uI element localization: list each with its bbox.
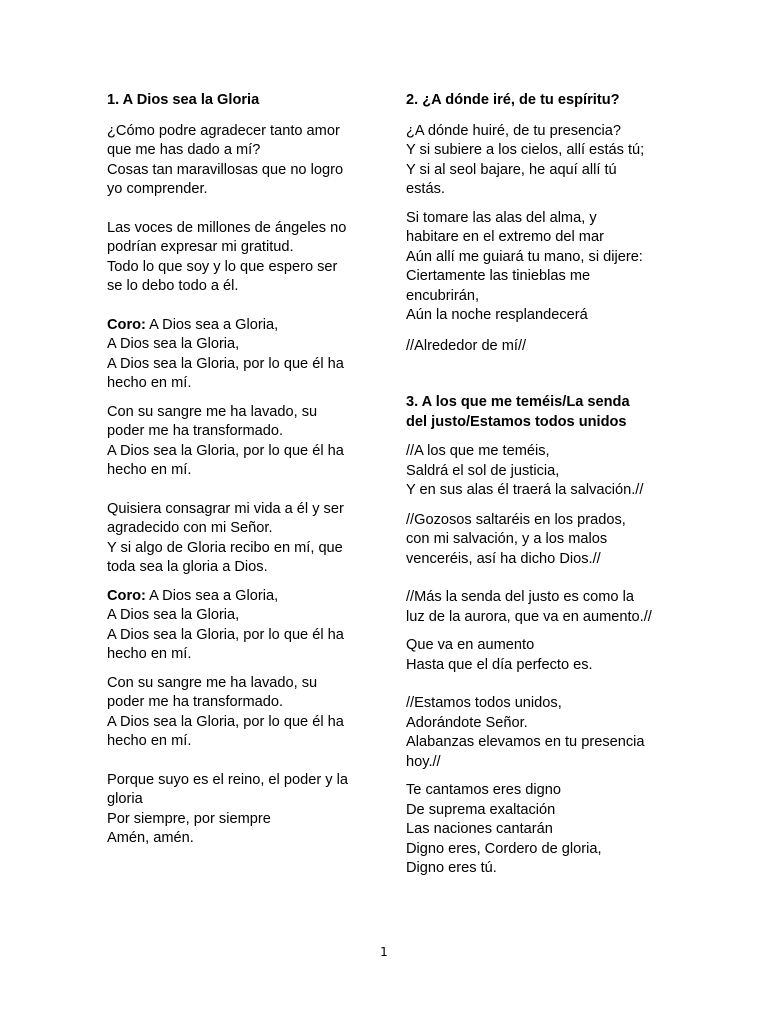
lyric-line: hecho en mí. [107,375,192,391]
lyric-line: Digno eres, Cordero de gloria, [406,840,602,857]
lyric-text: A Dios sea a Gloria, [145,316,279,333]
lyric-line: //Estamos todos unidos, [406,695,562,711]
lyric-line: yo comprender. [107,181,208,197]
lyric-line: Amén, amén. [107,830,194,846]
stanza [107,403,369,481]
lyric-line [107,316,369,336]
lyric-line: Saldrá el sol de justicia, [406,462,560,479]
stanza [107,122,369,200]
lyric-line: Aún la noche resplandecerá [406,307,588,323]
lyric-line: Todo lo que soy y lo que espero ser [107,258,338,275]
lyric-line: Porque suyo es el reino, el poder y la [107,771,348,788]
stanza [107,771,369,849]
lyric-line: Quisiera consagrar mi vida a él y ser [107,500,344,517]
lyric-line: se lo debo todo a él. [107,278,239,294]
lyric-line: poder me ha transformado. [107,694,284,710]
lyric-line: luz de la aurora, que va en aumento.// [406,608,652,625]
song-title: 1. A Dios sea la Gloria [107,92,260,108]
chorus-stanza [107,316,369,394]
song-title: 2. ¿A dónde iré, de tu espíritu? [406,92,620,108]
lyric-line: gloria [107,791,143,807]
lyric-line: Y si al seol bajare, he aquí allí tú [406,161,617,178]
lyric-line: A Dios sea la Gloria, por lo que él ha [107,355,344,372]
lyric-line: ¿A dónde huiré, de tu presencia? [406,122,622,139]
lyric-line: Las naciones cantarán [406,821,553,837]
lyric-line: Que va en aumento [406,637,535,653]
lyric-line: //A los que me teméis, [406,443,550,459]
lyric-line: Digno eres tú. [406,860,497,876]
lyric-line: //Gozosos saltaréis en los prados, [406,511,626,528]
lyric-line: A Dios sea la Gloria, por lo que él ha [107,442,344,459]
lyric-line: A Dios sea la Gloria, por lo que él ha [107,713,344,730]
lyric-line: A Dios sea la Gloria, por lo que él ha [107,626,344,643]
lyric-line: //Más la senda del justo es como la [406,589,634,605]
lyric-line: Las voces de millones de ángeles no [107,219,347,236]
right-column [406,91,668,879]
stanza [406,209,668,326]
lyric-line: Por siempre, por siempre [107,810,271,827]
left-column [107,91,369,849]
page-number: 1 [380,945,388,959]
stanza [107,500,369,578]
stanza [406,694,668,772]
stanza [406,781,668,879]
lyric-line: estás. [406,181,445,197]
stanza [406,511,668,570]
lyric-line: Te cantamos eres digno [406,782,561,798]
lyric-line: habitare en el extremo del mar [406,229,604,245]
lyric-line: Aún allí me guiará tu mano, si dijere: [406,248,643,265]
lyric-text: A Dios sea a Gloria, [145,587,279,604]
lyric-line: que me has dado a mí? [107,142,261,158]
stanza [107,674,369,752]
lyric-line: A Dios sea la Gloria, [107,336,240,352]
lyric-line: Y si subiere a los cielos, allí estás tú; [406,142,645,158]
lyric-line: Si tomare las alas del alma, y [406,209,597,226]
stanza [406,122,668,200]
lyric-line: A Dios sea la Gloria, [107,607,240,623]
lyric-line: Y en sus alas él traerá la salvación.// [406,482,644,498]
lyric-line: venceréis, así ha dicho Dios.// [406,550,601,567]
song-title [406,393,668,432]
lyric-line [107,587,369,607]
lyric-line: De suprema exaltación [406,801,556,818]
lyric-line: Hasta que el día perfecto es. [406,656,593,673]
lyric-line: hoy.// [406,753,441,770]
chorus-label: Coro: [107,316,146,333]
lyric-line: Ciertamente las tinieblas me [406,268,591,284]
lyric-line: poder me ha transformado. [107,423,284,439]
lyric-line: toda sea la gloria a Dios. [107,559,268,575]
song-title-line: del justo/Estamos todos unidos [406,413,627,430]
chorus-label: Coro: [107,587,146,604]
lyric-line: agradecido con mi Señor. [107,520,273,536]
lyric-line: //Alrededor de mí// [406,337,527,354]
lyric-line: con mi salvación, y a los malos [406,531,608,547]
lyric-line: ¿Cómo podre agradecer tanto amor [107,122,340,139]
lyric-line: hecho en mí. [107,646,192,662]
lyric-line: Adorándote Señor. [406,714,528,731]
lyric-line: Cosas tan maravillosas que no logro [107,161,344,178]
lyric-line: hecho en mí. [107,462,192,478]
stanza [107,219,369,297]
lyric-line: encubrirán, [406,287,480,304]
lyric-line: Con su sangre me ha lavado, su [107,403,318,420]
song-title-line: 3. A los que me teméis/La senda [406,394,630,410]
lyric-line: Alabanzas elevamos en tu presencia [406,734,645,750]
stanza [406,588,668,627]
stanza [406,337,668,357]
lyric-line: podrían expresar mi gratitud. [107,239,294,255]
lyric-line: Con su sangre me ha lavado, su [107,674,318,691]
stanza [406,442,668,501]
lyric-line: hecho en mí. [107,733,192,749]
stanza [406,636,668,675]
lyric-line: Y si algo de Gloria recibo en mí, que [107,539,343,556]
chorus-stanza [107,587,369,665]
